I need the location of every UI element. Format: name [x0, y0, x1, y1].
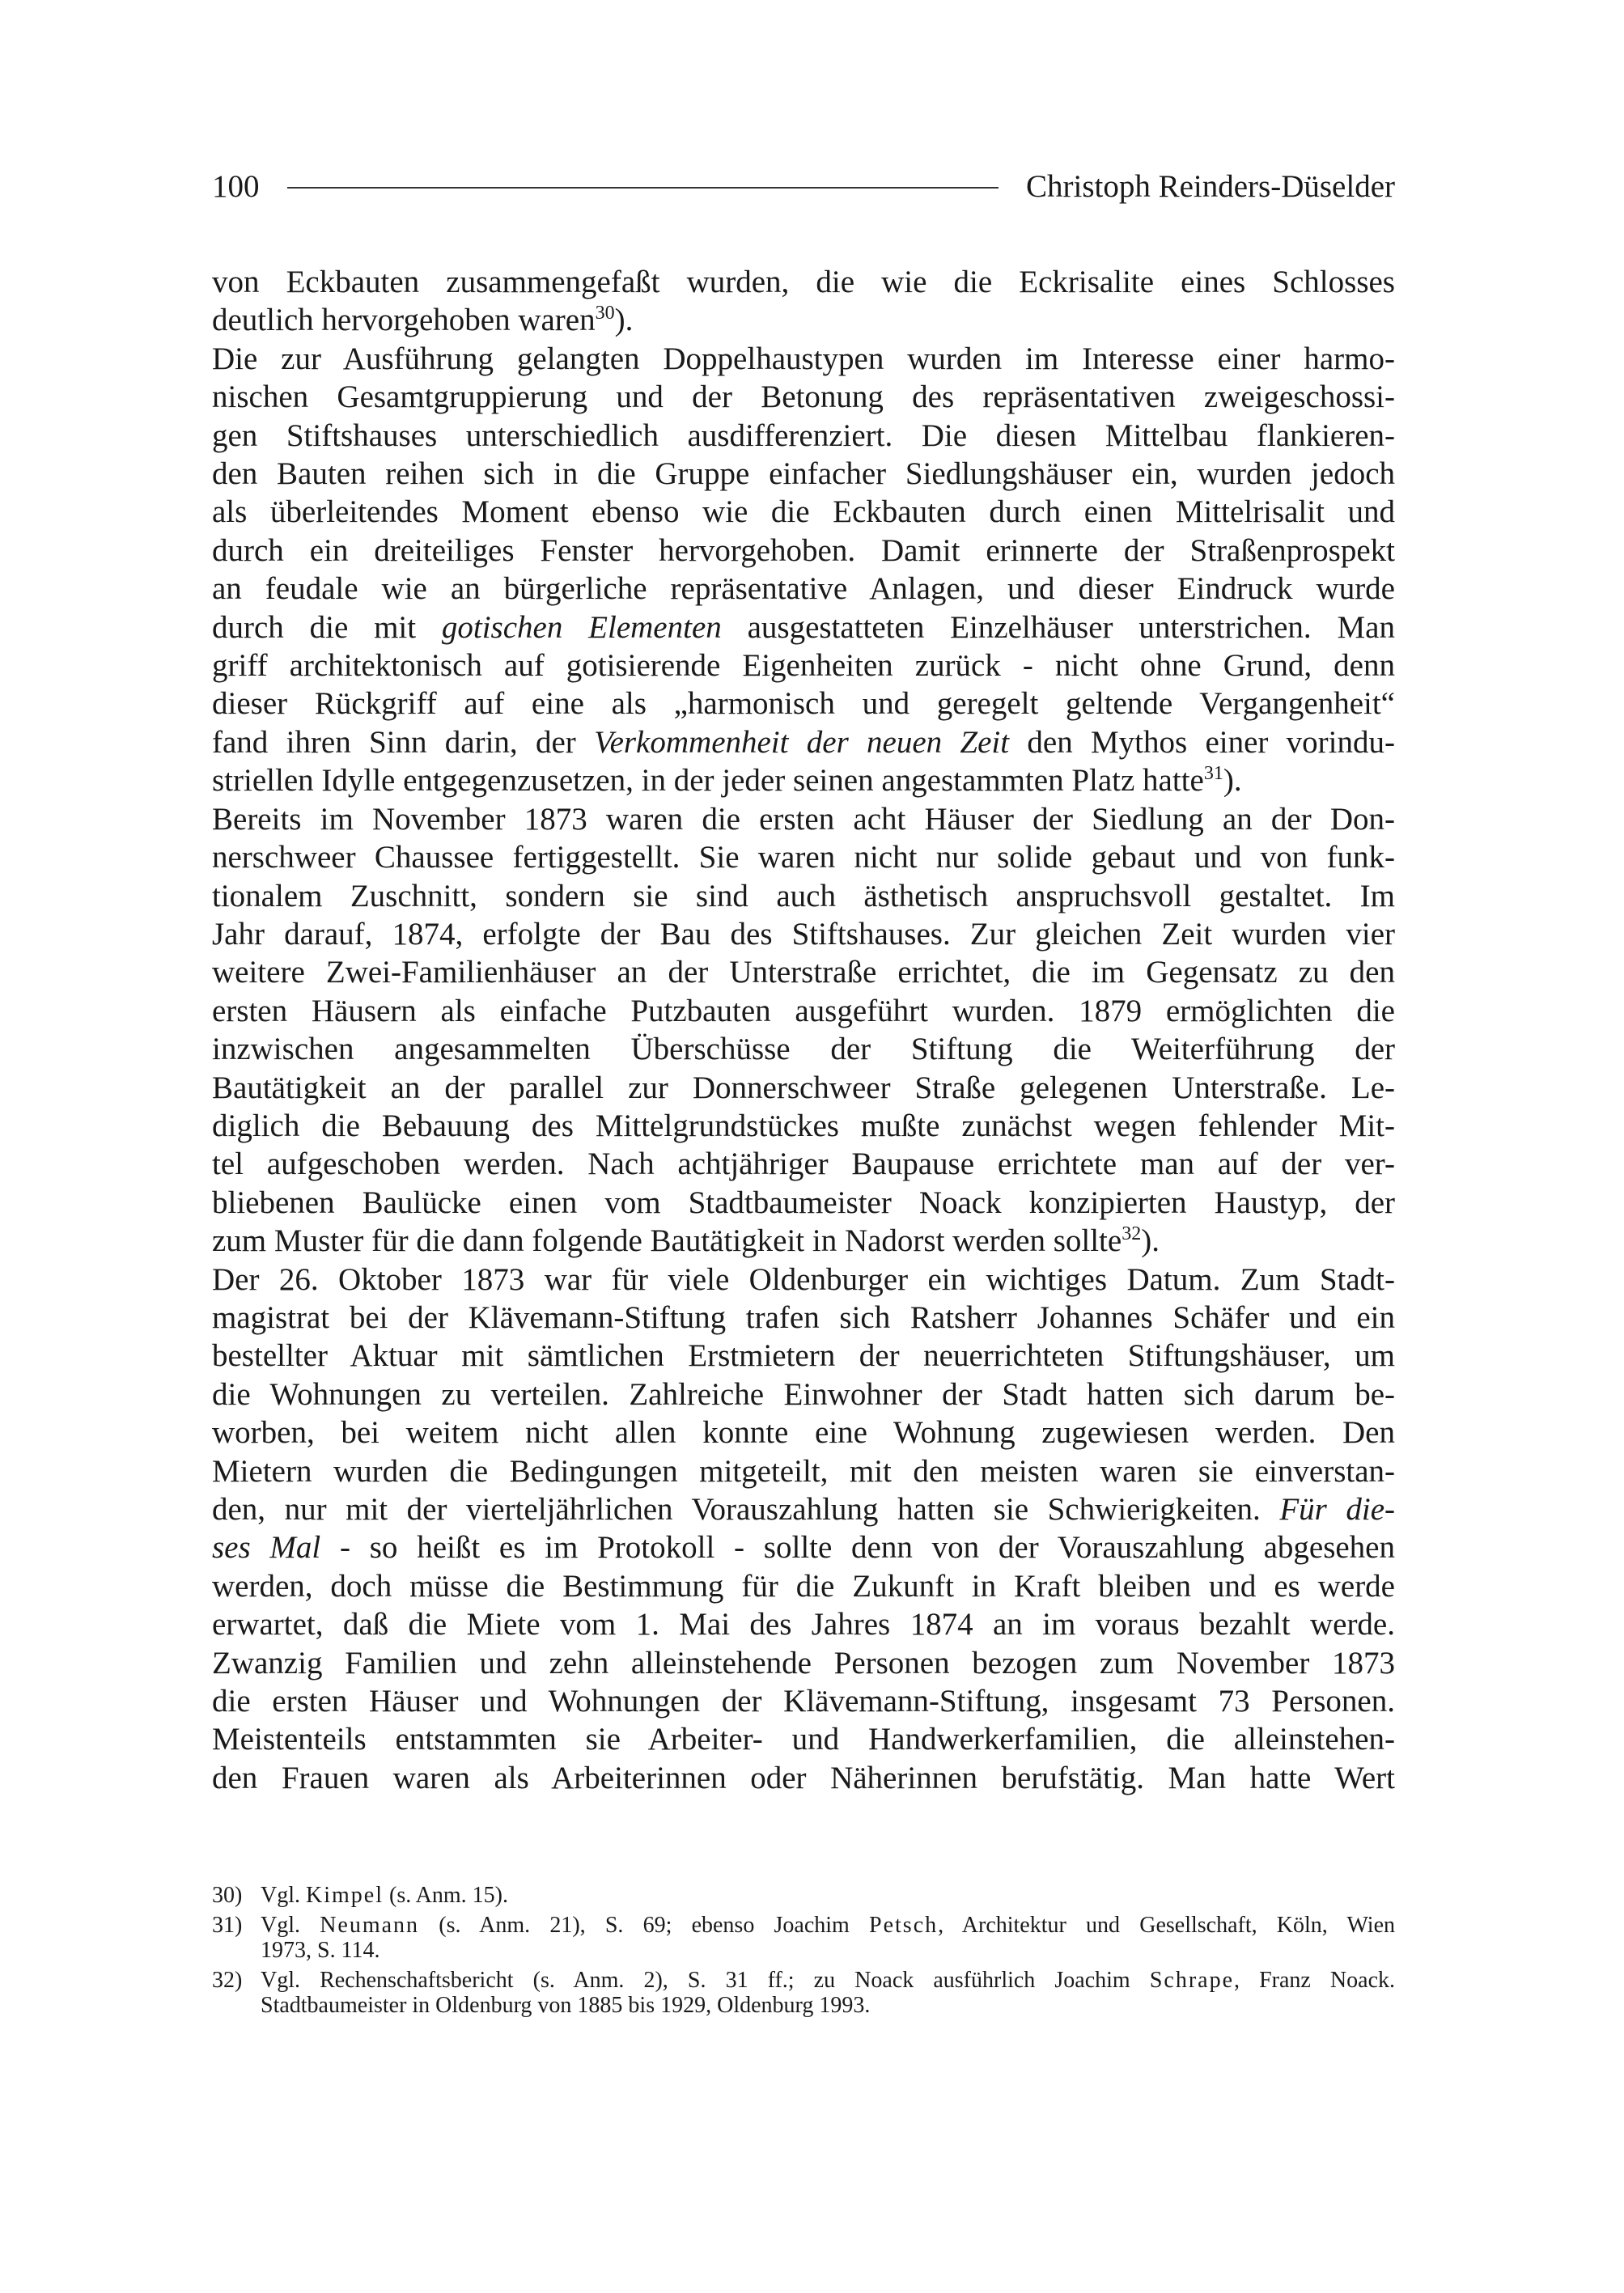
footnote-ref: 32	[1122, 1223, 1142, 1245]
text-line: den Bauten reihen sich in die Gruppe einfacher Siedlungshäuser ein, wurden jedoch	[212, 456, 1395, 492]
italic-emphasis: Verkommenheit der neuen Zeit	[594, 724, 1010, 760]
text-line: als überleitendes Moment ebenso wie die Eckbauten durch einen Mittelrisalit und	[212, 494, 1395, 530]
text-line: die ersten Häuser und Wohnungen der Klävemann-Stiftung, insgesamt 73 Personen.	[212, 1684, 1395, 1719]
footnote-text: Vgl. Kimpel (s. Anm. 15).	[261, 1883, 508, 1908]
text-line: diglich die Bebauung des Mittelgrundstückes mußte zunächst wegen fehlender Mit-	[212, 1108, 1395, 1143]
text-line: nischen Gesamtgruppierung und der Betonung des repräsentativen zweigeschossi-	[212, 379, 1395, 415]
text-line: an feudale wie an bürgerliche repräsentative Anlagen, und dieser Eindruck wurde	[212, 571, 1395, 607]
text-line: ersten Häusern als einfache Putzbauten ausgeführt wurden. 1879 ermöglichten die	[212, 993, 1395, 1028]
text-line: weitere Zwei-Familienhäuser an der Unterstraße errichtet, die im Gegensatz zu den	[212, 955, 1395, 990]
text-line: worben, bei weitem nicht allen konnte eine Wohnung zugewiesen werden. Den	[212, 1415, 1395, 1451]
text-line: den Frauen waren als Arbeiterinnen oder Näherinnen berufstätig. Man hatte Wert	[212, 1760, 1395, 1795]
footnote-ref: 31	[1203, 763, 1223, 785]
text-line: bestellter Aktuar mit sämtlichen Erstmietern der neuerrichteten Stiftungshäuser, um	[212, 1338, 1395, 1374]
text-line: striellen Idylle entgegenzusetzen, in der jeder seinen angestammten Platz hatte$^{31}$).	[212, 763, 1242, 799]
footnote-number: 30)	[212, 1883, 243, 1908]
text-line: magistrat bei der Klävemann-Stiftung trafen sich Ratsherr Johannes Schäfer und ein	[212, 1299, 1395, 1335]
footnote	[212, 1968, 1395, 2018]
text-line: griff architektonisch auf gotisierende Eigenheiten zurück - nicht ohne Grund, denn	[212, 648, 1395, 684]
italic-emphasis: Für die-	[1279, 1492, 1395, 1527]
text-line: die Wohnungen zu verteilen. Zahlreiche Einwohner der Stadt hatten sich darum be-	[212, 1376, 1395, 1412]
text-line: zum Muster für die dann folgende Bautätigkeit in Nadorst werden sollte$^{32}$).	[212, 1223, 1160, 1259]
footnote	[212, 1883, 1395, 1908]
text-line: Bereits im November 1873 waren die ersten acht Häuser der Siedlung an der Don-	[212, 801, 1395, 837]
italic-emphasis: gotischen Elementen	[441, 609, 722, 645]
text-line: inzwischen angesammelten Überschüsse der Stiftung die Weiterführung der	[212, 1032, 1395, 1067]
text-line: Der 26. Oktober 1873 war für viele Oldenburger ein wichtiges Datum. Zum Stadt-	[212, 1261, 1395, 1297]
text-line: durch ein dreiteiliges Fenster hervorgehoben. Damit erinnerte der Straßenprospekt	[212, 532, 1395, 568]
text-line: deutlich hervorgehoben waren$^{30}$).	[212, 303, 634, 338]
text-line: tel aufgeschoben werden. Nach achtjähriger Baupause errichtete man auf der ver-	[212, 1146, 1395, 1182]
footnote-number: 31)	[212, 1913, 243, 1938]
header-rule	[287, 187, 999, 189]
text-line: Meistenteils entstammten sie Arbeiter- und Handwerkerfamilien, die alleinstehen-	[212, 1722, 1395, 1757]
text-line: tionalem Zuschnitt, sondern sie sind auch ästhetisch anspruchsvoll gestaltet. Im	[212, 878, 1395, 913]
page-number: 100	[212, 168, 260, 204]
text-line: dieser Rückgriff auf eine als „harmonisch und geregelt geltende Vergangenheit“	[212, 686, 1395, 722]
text-line: Jahr darauf, 1874, erfolgte der Bau des Stiftshauses. Zur gleichen Zeit wurden vier	[212, 916, 1395, 952]
text-line: fand ihren Sinn darin, der Verkommenheit der neuen Zeit den Mythos einer vorindu-	[212, 724, 1395, 760]
text-line: Bautätigkeit an der parallel zur Donnerschweer Straße gelegenen Unterstraße. Le-	[212, 1070, 1395, 1105]
footnote-number: 32)	[212, 1968, 243, 1993]
text-line: Die zur Ausführung gelangten Doppelhaustypen wurden im Interesse einer harmo-	[212, 341, 1395, 376]
footnotes	[212, 1883, 1395, 2023]
running-header	[212, 163, 1395, 209]
text-line: nerschweer Chaussee fertiggestellt. Sie waren nicht nur solide gebaut und von funk-	[212, 840, 1395, 875]
footnote	[212, 1913, 1395, 1963]
body-text	[212, 263, 1395, 1797]
text-line: durch die mit gotischen Elementen ausgestatteten Einzelhäuser unterstrichen. Man	[212, 609, 1395, 645]
text-line: ses Mal - so heißt es im Protokoll - sollte denn von der Vorauszahlung abgesehen	[212, 1530, 1395, 1566]
text-line: bliebenen Baulücke einen vom Stadtbaumeister Noack konzipierten Haustyp, der	[212, 1185, 1395, 1220]
text-line: Zwanzig Familien und zehn alleinstehende Personen bezogen zum November 1873	[212, 1645, 1395, 1681]
text-line: von Eckbauten zusammengefaßt wurden, die wie die Eckrisalite eines Schlosses	[212, 265, 1395, 299]
footnote-text: Vgl. Rechenschaftsbericht (s. Anm. 2), S. 31 ff.; zu Noack ausführlich Joachim Schrape, Franz Noack. Stadtbaumeister in Oldenburg von 1885 bis 1929, Oldenburg 1993.	[261, 1968, 1396, 2018]
running-head-author: Christoph Reinders-Düselder	[1025, 168, 1395, 204]
italic-emphasis: ses Mal	[212, 1530, 321, 1566]
text-line: erwartet, daß die Miete vom 1. Mai des Jahres 1874 an im voraus bezahlt werde.	[212, 1607, 1395, 1642]
footnote-text: Vgl. Neumann (s. Anm. 21), S. 69; ebenso Joachim Petsch, Architektur und Gesellschaft, Köln, Wien 1973, S. 114.	[261, 1913, 1395, 1963]
text-line: den, nur mit der vierteljährlichen Vorauszahlung hatten sie Schwierigkeiten. Für die-	[212, 1492, 1395, 1527]
text-line: werden, doch müsse die Bestimmung für die Zukunft in Kraft bleiben und es werde	[212, 1568, 1395, 1604]
text-line: Mietern wurden die Bedingungen mitgeteilt, mit den meisten waren sie einverstan-	[212, 1453, 1395, 1489]
text-line: gen Stiftshauses unterschiedlich ausdifferenziert. Die diesen Mittelbau flankieren-	[212, 417, 1395, 453]
footnote-ref: 30	[595, 303, 615, 324]
